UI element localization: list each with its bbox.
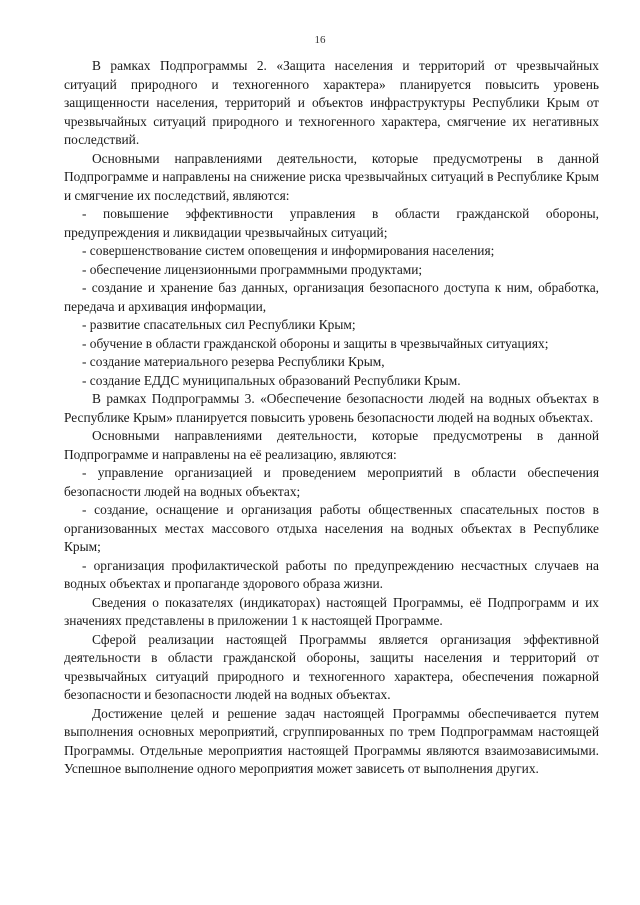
list-item: - организация профилактической работы по предупреждению несчастных случаев на водных объектах и пропаганде здорового образа жизни. — [64, 557, 599, 591]
paragraph: Сведения о показателях (индикаторах) настоящей Программы, её Подпрограмм и их значениях представлены в приложении 1 к настоящей Программе. — [64, 594, 599, 628]
page-number: 16 — [314, 34, 326, 46]
document-body — [64, 57, 599, 779]
list-item: - развитие спасательных сил Республики Крым; — [82, 317, 356, 332]
list-item: - управление организацией и проведением мероприятий в области обеспечения безопасности людей на водных объектах; — [64, 465, 599, 499]
list-item: - обеспечение лицензионными программными продуктами; — [82, 261, 423, 277]
list-item: - создание, оснащение и организация работы общественных спасательных постов в организованных местах массового отдыха населения на водных объектах в Республике Крым; — [64, 502, 599, 554]
list-item: - создание и хранение баз данных, организация безопасного доступа к ним, обработка, передача и архивация информации, — [64, 280, 599, 314]
list-item: - совершенствование систем оповещения и информирования населения; — [82, 243, 495, 258]
list-item: - обучение в области гражданской обороны и защиты в чрезвычайных ситуациях; — [82, 335, 549, 351]
paragraph: В рамках Подпрограммы 3. «Обеспечение безопасности людей на водных объектах в Республике Крым» планируется повысить уровень безопасности людей на водных объектах. — [64, 391, 599, 425]
paragraph: Основными направлениями деятельности, которые предусмотрены в данной Подпрограмме и направлены на снижение риска чрезвычайных ситуаций в Республике Крым и смягчение их последствий, являются: — [64, 150, 599, 203]
paragraph: Сферой реализации настоящей Программы является организация эффективной деятельности в области гражданской обороны, защиты населения и территорий от чрезвычайных ситуаций природного и техногенного характера, обеспечения пожарной безопасности и безопасности людей на водных объектах. — [64, 631, 599, 702]
paragraph: Основными направлениями деятельности, которые предусмотрены в данной Подпрограмме и направлены на её реализацию, являются: — [64, 428, 599, 462]
list-item: - создание материального резерва Республики Крым, — [82, 354, 385, 369]
list-item: - повышение эффективности управления в области гражданской обороны, предупреждения и ликвидации чрезвычайных ситуаций; — [64, 206, 599, 240]
list-item: - создание ЕДДС муниципальных образований Республики Крым. — [82, 372, 461, 388]
paragraph: Достижение целей и решение задач настоящей Программы обеспечивается путем выполнения основных мероприятий, сгруппированных по трем Подпрограммам настоящей Программы. Отдельные мероприятия настоящей Программы являются взаимозависимыми. Успешное выполнение одного мероприятия может зависеть от выполнения других. — [64, 705, 599, 776]
paragraph: В рамках Подпрограммы 2. «Защита населения и территорий от чрезвычайных ситуаций природного и техногенного характера» планируется повысить уровень защищенности населения, территорий и объектов инфраструктуры Республики Крым от чрезвычайных ситуаций природного и техногенного характера, смягчение их негативных последствий. — [64, 58, 599, 147]
